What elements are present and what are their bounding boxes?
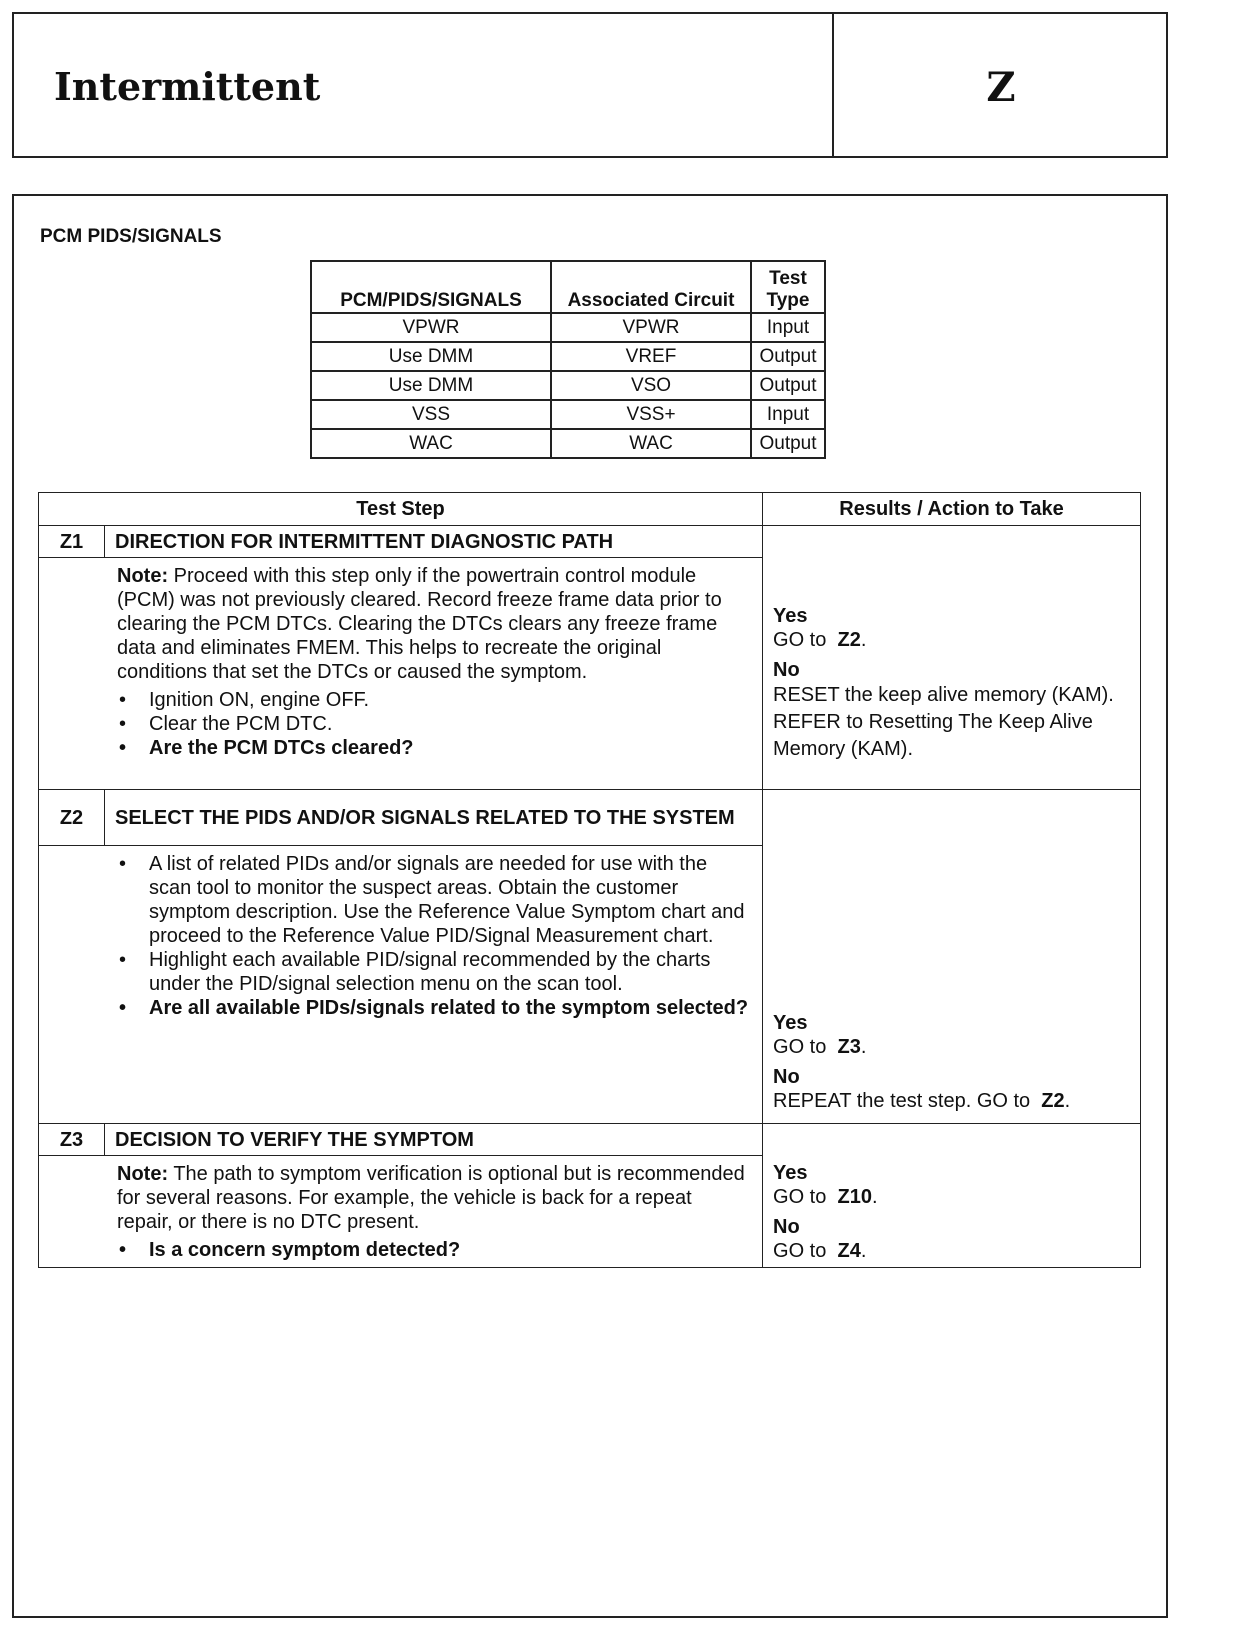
section-title: PCM PIDS/SIGNALS — [40, 226, 222, 247]
table-cell: VSS+ — [551, 400, 751, 429]
yes-action: GO to Z10. — [773, 1186, 878, 1208]
table-row — [311, 342, 825, 371]
step-question: • Are the PCM DTCs cleared? — [149, 736, 750, 760]
step-bullets — [117, 1238, 750, 1262]
no-label: No — [773, 659, 800, 681]
yes-action: GO to Z3. — [773, 1036, 867, 1058]
header-box — [12, 12, 1168, 158]
pid-header-type — [751, 261, 825, 313]
yes-target: Z3 — [837, 1036, 861, 1058]
step-title-row — [39, 1124, 1141, 1156]
yes-prefix: GO to — [773, 629, 827, 651]
header-test-step: Test Step — [39, 493, 763, 526]
table-row — [311, 371, 825, 400]
test-step-table — [38, 492, 1141, 1268]
list-item: • Clear the PCM DTC. — [149, 712, 750, 736]
table-cell: Use DMM — [311, 342, 551, 371]
pid-header-circuit: Associated Circuit — [551, 261, 751, 313]
header-results: Results / Action to Take — [763, 493, 1141, 526]
yes-label: Yes — [773, 605, 808, 627]
step-table-header — [39, 493, 1141, 526]
pid-header-signal: PCM/PIDS/SIGNALS — [311, 261, 551, 313]
step-result — [763, 790, 1141, 1124]
no-action: REPEAT the test step. GO to Z2. — [773, 1090, 1071, 1112]
yes-target: Z10 — [837, 1186, 872, 1208]
step-result — [763, 1124, 1141, 1268]
list-item: • Ignition ON, engine OFF. — [149, 688, 750, 712]
table-cell: VSO — [551, 371, 751, 400]
section-letter: Z — [986, 64, 1016, 111]
table-cell: VPWR — [551, 313, 751, 342]
table-cell: WAC — [311, 429, 551, 458]
table-cell: VPWR — [311, 313, 551, 342]
table-row — [311, 429, 825, 458]
table-cell: VSS — [311, 400, 551, 429]
table-row — [311, 400, 825, 429]
table-row — [311, 313, 825, 342]
list-item: • A list of related PIDs and/or signals are needed for use with the scan tool to monitor the suspect areas. Obtain the customer symptom description. Use the Reference Value Symptom chart and proceed to the Reference Value PID/Signal Measurement chart. — [149, 852, 750, 948]
step-title: DIRECTION FOR INTERMITTENT DIAGNOSTIC PATH — [105, 526, 763, 558]
table-cell: VREF — [551, 342, 751, 371]
pid-table-header — [311, 261, 825, 313]
list-item: • Highlight each available PID/signal recommended by the charts under the PID/signal selection menu on the scan tool. — [149, 948, 750, 996]
step-id: Z3 — [39, 1124, 105, 1156]
step-title-row — [39, 790, 1141, 846]
step-question: • Is a concern symptom detected? — [149, 1238, 750, 1262]
pid-table — [310, 260, 826, 459]
main-content — [12, 194, 1168, 1618]
yes-prefix: GO to — [773, 1036, 827, 1058]
yes-target: Z2 — [837, 629, 861, 651]
step-question: • Are all available PIDs/signals related to the symptom selected? — [149, 996, 750, 1020]
step-bullets — [117, 852, 750, 1020]
table-cell: Output — [751, 429, 825, 458]
page-title: Intermittent — [54, 64, 321, 109]
yes-prefix: GO to — [773, 1186, 827, 1208]
step-bullets — [117, 688, 750, 760]
no-action: RESET the keep alive memory (KAM). REFER to Resetting The Keep Alive Memory (KAM). — [773, 684, 1114, 760]
no-target: Z2 — [1041, 1090, 1065, 1112]
step-body — [39, 558, 763, 790]
step-title-row — [39, 526, 1141, 558]
table-cell: WAC — [551, 429, 751, 458]
table-cell: Output — [751, 342, 825, 371]
no-action: GO to Z4. — [773, 1240, 867, 1262]
yes-label: Yes — [773, 1012, 808, 1034]
step-note — [117, 564, 750, 684]
no-prefix: REPEAT the test step. GO to — [773, 1090, 1031, 1112]
table-cell: Input — [751, 313, 825, 342]
table-cell: Input — [751, 400, 825, 429]
yes-label: Yes — [773, 1162, 808, 1184]
step-title: SELECT THE PIDS AND/OR SIGNALS RELATED TO THE SYSTEM — [105, 790, 763, 846]
step-note — [117, 1162, 750, 1234]
no-prefix: GO to — [773, 1240, 827, 1262]
note-label: Note: — [117, 565, 169, 587]
pid-header-type-text: Test Type — [766, 268, 810, 311]
note-text: The path to symptom verification is optional but is recommended for several reasons. For example, the vehicle is back for a repeat repair, or there is no DTC present. — [117, 1163, 745, 1233]
no-label: No — [773, 1216, 800, 1238]
note-label: Note: — [117, 1163, 169, 1185]
step-body — [39, 1156, 763, 1268]
step-id: Z1 — [39, 526, 105, 558]
yes-action: GO to Z2. — [773, 629, 867, 651]
step-title: DECISION TO VERIFY THE SYMPTOM — [105, 1124, 763, 1156]
table-cell: Use DMM — [311, 371, 551, 400]
step-result — [763, 526, 1141, 790]
table-cell: Output — [751, 371, 825, 400]
no-target: Z4 — [837, 1240, 861, 1262]
no-label: No — [773, 1066, 800, 1088]
step-body — [39, 846, 763, 1124]
step-id: Z2 — [39, 790, 105, 846]
note-text: Proceed with this step only if the powertrain control module (PCM) was not previously cleared. Record freeze frame data prior to clearing the PCM DTCs. Clearing the DTCs clears any freeze frame data and eliminates FMEM. This helps to recreate the original conditions that set the DTCs or caused the symptom. — [117, 565, 722, 683]
